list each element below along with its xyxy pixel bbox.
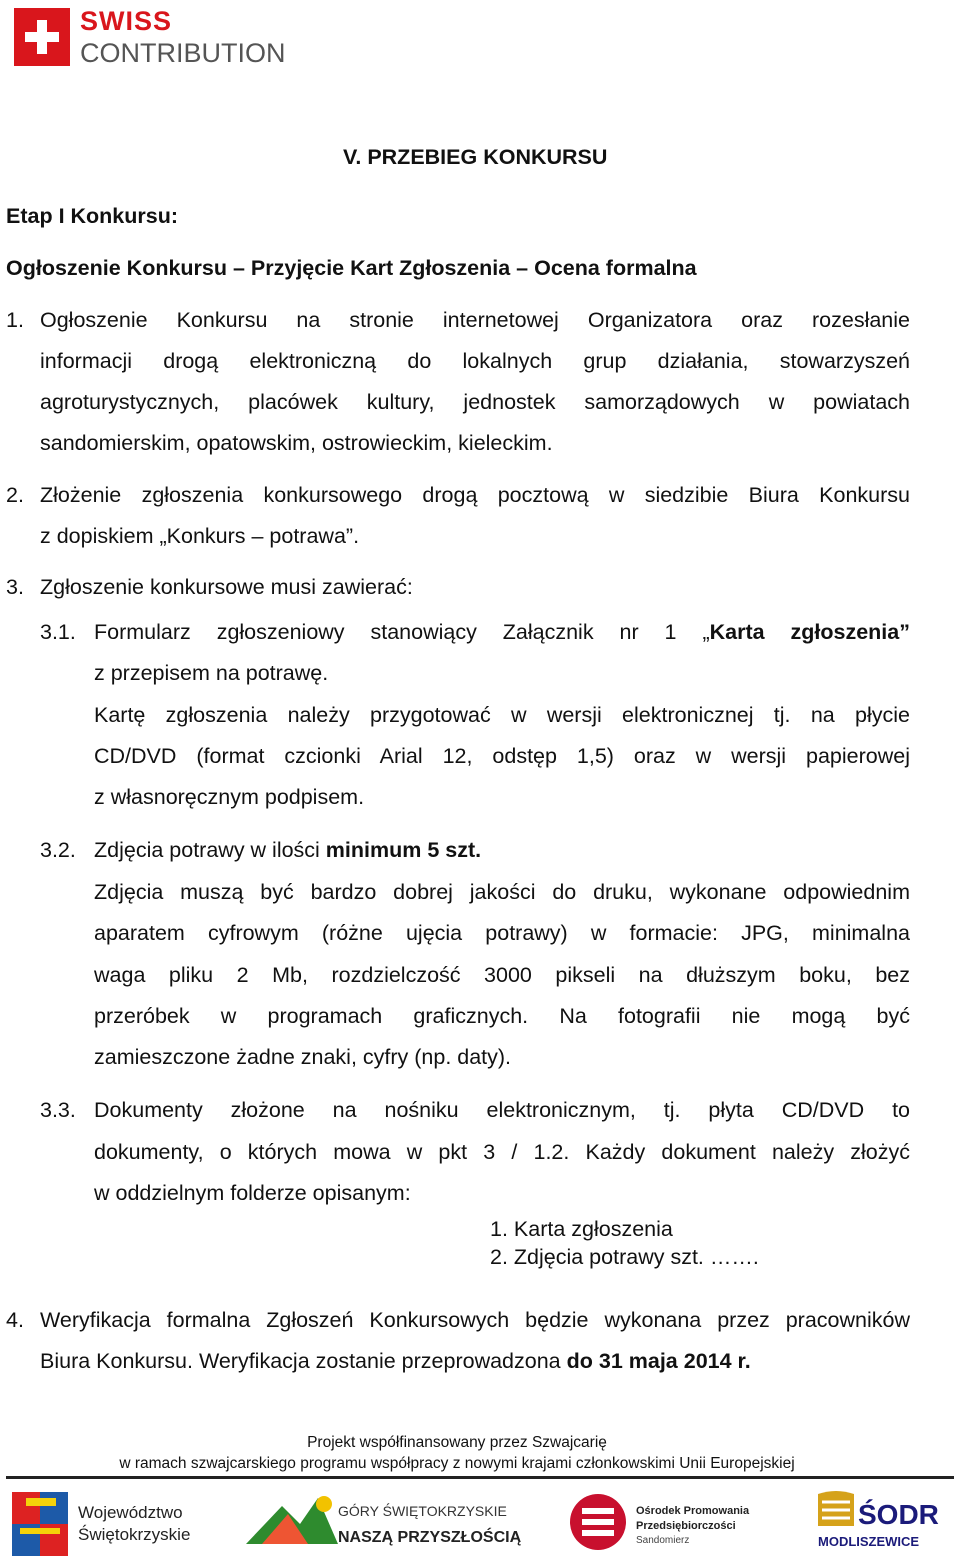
item-3-number: 3.	[6, 575, 24, 599]
gory-text-2: NASZĄ PRZYSZŁOŚCIĄ	[338, 1529, 522, 1546]
sub-3-1-line: z przepisem na potrawę.	[94, 661, 329, 685]
coat-of-arms-icon	[8, 1484, 198, 1560]
item-4-line: Weryfikacja formalna Zgłoszeń Konkursowych będzie wykonana przez pracowników	[40, 1308, 910, 1332]
gory-text-1: GÓRY ŚWIĘTOKRZYSKIE	[338, 1503, 507, 1519]
opp-text-1: Ośrodek Promowania	[636, 1505, 750, 1517]
sub-3-3-line: w oddzielnym folderze opisanym:	[94, 1181, 411, 1205]
mountains-icon	[242, 1484, 522, 1560]
footer-divider	[6, 1476, 954, 1479]
sub-3-2-line: zamieszczone żadne znaki, cyfry (np. daty).	[94, 1045, 512, 1069]
sub-3-1-line: Kartę zgłoszenia należy przygotować w wersji elektronicznej tj. na płycie	[94, 703, 910, 727]
opp-emblem-icon	[566, 1484, 786, 1560]
sodr-logo	[812, 1484, 954, 1560]
sub-3-2-line: przeróbek w programach graficznych. Na fotografii nie mogą być	[94, 1004, 910, 1028]
sub-3-1-number: 3.1.	[40, 620, 76, 644]
stage-label: Etap I Konkursu:	[6, 204, 179, 228]
sub-3-2-number: 3.2.	[40, 838, 76, 862]
wojewodztwo-text-2: Świętokrzyskie	[78, 1525, 191, 1544]
sub-3-3-number: 3.3.	[40, 1098, 76, 1122]
item-2-number: 2.	[6, 483, 24, 507]
swiss-cross-icon	[14, 8, 70, 66]
sub-3-1-first-line: Formularz zgłoszeniowy stanowiący Załącznik nr 1 „Karta zgłoszenia”	[94, 620, 910, 644]
opp-text-3: Sandomierz	[636, 1535, 690, 1546]
sub-3-1-line: CD/DVD (format czcionki Arial 12, odstęp 1,5) oraz w wersji papierowej	[94, 744, 910, 768]
sodr-text: ŚODR	[858, 1499, 939, 1530]
sub-3-2-line: Zdjęcia muszą być bardzo dobrej jakości do druku, wykonane odpowiednim	[94, 880, 910, 904]
sub-3-3-line: Dokumenty złożone na nośniku elektronicznym, tj. płyta CD/DVD to	[94, 1098, 910, 1122]
item-1-line: Ogłoszenie Konkursu na stronie internetowej Organizatora oraz rozesłanie	[40, 308, 910, 332]
footer-line-1: Projekt współfinansowany przez Szwajcarię	[307, 1434, 607, 1451]
item-1-line: sandomierskim, opatowskim, ostrowieckim, kieleckim.	[40, 431, 553, 455]
footer-line-2: w ramach szwajcarskiego programu współpracy z nowymi krajami członkowskimi Unii Europejskiej	[119, 1455, 795, 1472]
folder-item: 2. Zdjęcia potrawy szt. …….	[490, 1245, 759, 1269]
sub-3-2-first-line: Zdjęcia potrawy w ilości minimum 5 szt.	[94, 838, 482, 862]
sub-3-3-line: dokumenty, o których mowa w pkt 3 / 1.2. Każdy dokument należy złożyć	[94, 1140, 910, 1164]
item-2-line: Złożenie zgłoszenia konkursowego drogą pocztową w siedzibie Biura Konkursu	[40, 483, 910, 507]
item-4-line: Biura Konkursu. Weryfikacja zostanie przeprowadzona do 31 maja 2014 r.	[40, 1349, 751, 1373]
swiss-contribution-logo	[14, 6, 286, 70]
item-1-line: agroturystycznych, placówek kultury, jednostek samorządowych w powiatach	[40, 390, 910, 414]
modliszewice-text: MODLISZEWICE	[818, 1534, 920, 1549]
wojewodztwo-logo	[8, 1484, 198, 1560]
sub-3-1-line: z własnoręcznym podpisem.	[94, 785, 365, 809]
item-4-number: 4.	[6, 1308, 24, 1332]
folder-item: 1. Karta zgłoszenia	[490, 1217, 673, 1241]
logo-line-1: SWISS	[80, 6, 173, 36]
logo-line-2: CONTRIBUTION	[80, 38, 286, 68]
gory-swietokrzyskie-logo	[242, 1484, 522, 1560]
sub-3-2-line: aparatem cyfrowym (różne ujęcia potrawy) w formacie: JPG, minimalna	[94, 921, 910, 945]
opp-sandomierz-logo	[566, 1484, 786, 1560]
sub-3-2-line: waga pliku 2 Mb, rozdzielczość 3000 pikseli na dłuższym boku, bez	[94, 963, 910, 987]
item-3-text: Zgłoszenie konkursowe musi zawierać:	[40, 575, 413, 599]
item-2-line: z dopiskiem „Konkurs – potrawa”.	[40, 524, 360, 548]
sodr-emblem-icon	[812, 1484, 954, 1560]
wojewodztwo-text-1: Województwo	[78, 1503, 183, 1522]
item-1-line: informacji drogą elektroniczną do lokalnych grup działania, stowarzyszeń	[40, 349, 910, 373]
item-1-number: 1.	[6, 308, 24, 332]
stage-subtitle: Ogłoszenie Konkursu – Przyjęcie Kart Zgłoszenia – Ocena formalna	[6, 256, 697, 280]
opp-text-2: Przedsiębiorczości	[636, 1520, 736, 1532]
section-heading: V. PRZEBIEG KONKURSU	[343, 145, 608, 169]
